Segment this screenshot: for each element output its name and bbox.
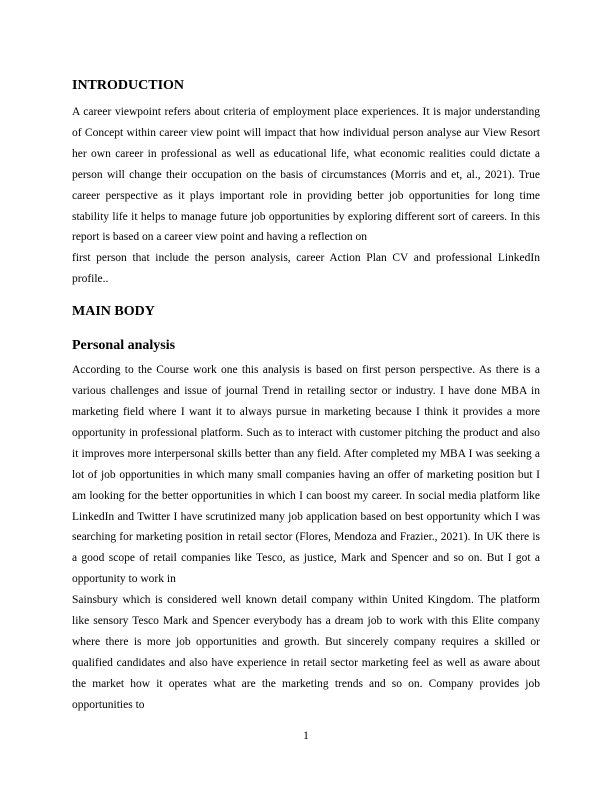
section-spacer — [72, 328, 540, 336]
personal-analysis-paragraph-2: Sainsbury which is considered well known detail company within United Kingdom. The platform like sensory Tesco Mark and Spencer everybody has a dream job to work with this Elite company where there is more job opportunities and growth. But sincerely company requires a skilled or qualified candidates and also have experience in retail sector marketing feel as well as aware about the market how it operates what are the marketing trends and so on. Company provides job opportunities to — [72, 594, 540, 711]
introduction-heading: INTRODUCTION — [72, 78, 185, 93]
introduction-paragraph-1: A career viewpoint refers about criteria of employment place experiences. It is major understanding of Concept within career view point will impact that how individual person analyse aur View Resort her own career in professional as well as educational life, what economic realities could dictate a person will change their occupation on the basis of circumstances (Morris and et, al., 2021). True career perspective as it plays important role in providing better job opportunities for long time stability life it helps to manage future job opportunities by exploring different sort of careers. In this report is based on a career view point and having a reflection on — [72, 106, 540, 244]
main-body-heading: MAIN BODY — [72, 304, 155, 320]
section-spacer — [72, 290, 540, 302]
page-number: 1 — [303, 730, 309, 742]
personal-analysis-heading: Personal analysis — [72, 338, 176, 354]
introduction-paragraph-2: first person that include the person analysis, career Action Plan CV and professional LinkedIn profile.. — [72, 252, 540, 286]
document-page — [72, 76, 540, 716]
personal-analysis-paragraph-1: According to the Course work one this analysis is based on first person perspective. As there is a various challenges and issue of journal Trend in retailing sector or industry. I have done MBA in marketing field where I want it to always pursue in marketing because I think it provides a more opportunity in professional platform. Such as to interact with customer pitching the product and also it improves more interpersonal skills better than any field. After completed my MBA I was seeking a lot of job opportunities in which many small companies having an offer of marketing position but I am looking for the better opportunities in which I can boost my career. In social media platform like LinkedIn and Twitter I have scrutinized many job application based on best opportunity which I was searching for marketing position in retail sector (Flores, Mendoza and Frazier., 2021). In UK there is a good scope of retail companies like Tesco, as justice, Mark and Spencer and so on. But I got a opportunity to work in — [72, 364, 540, 586]
